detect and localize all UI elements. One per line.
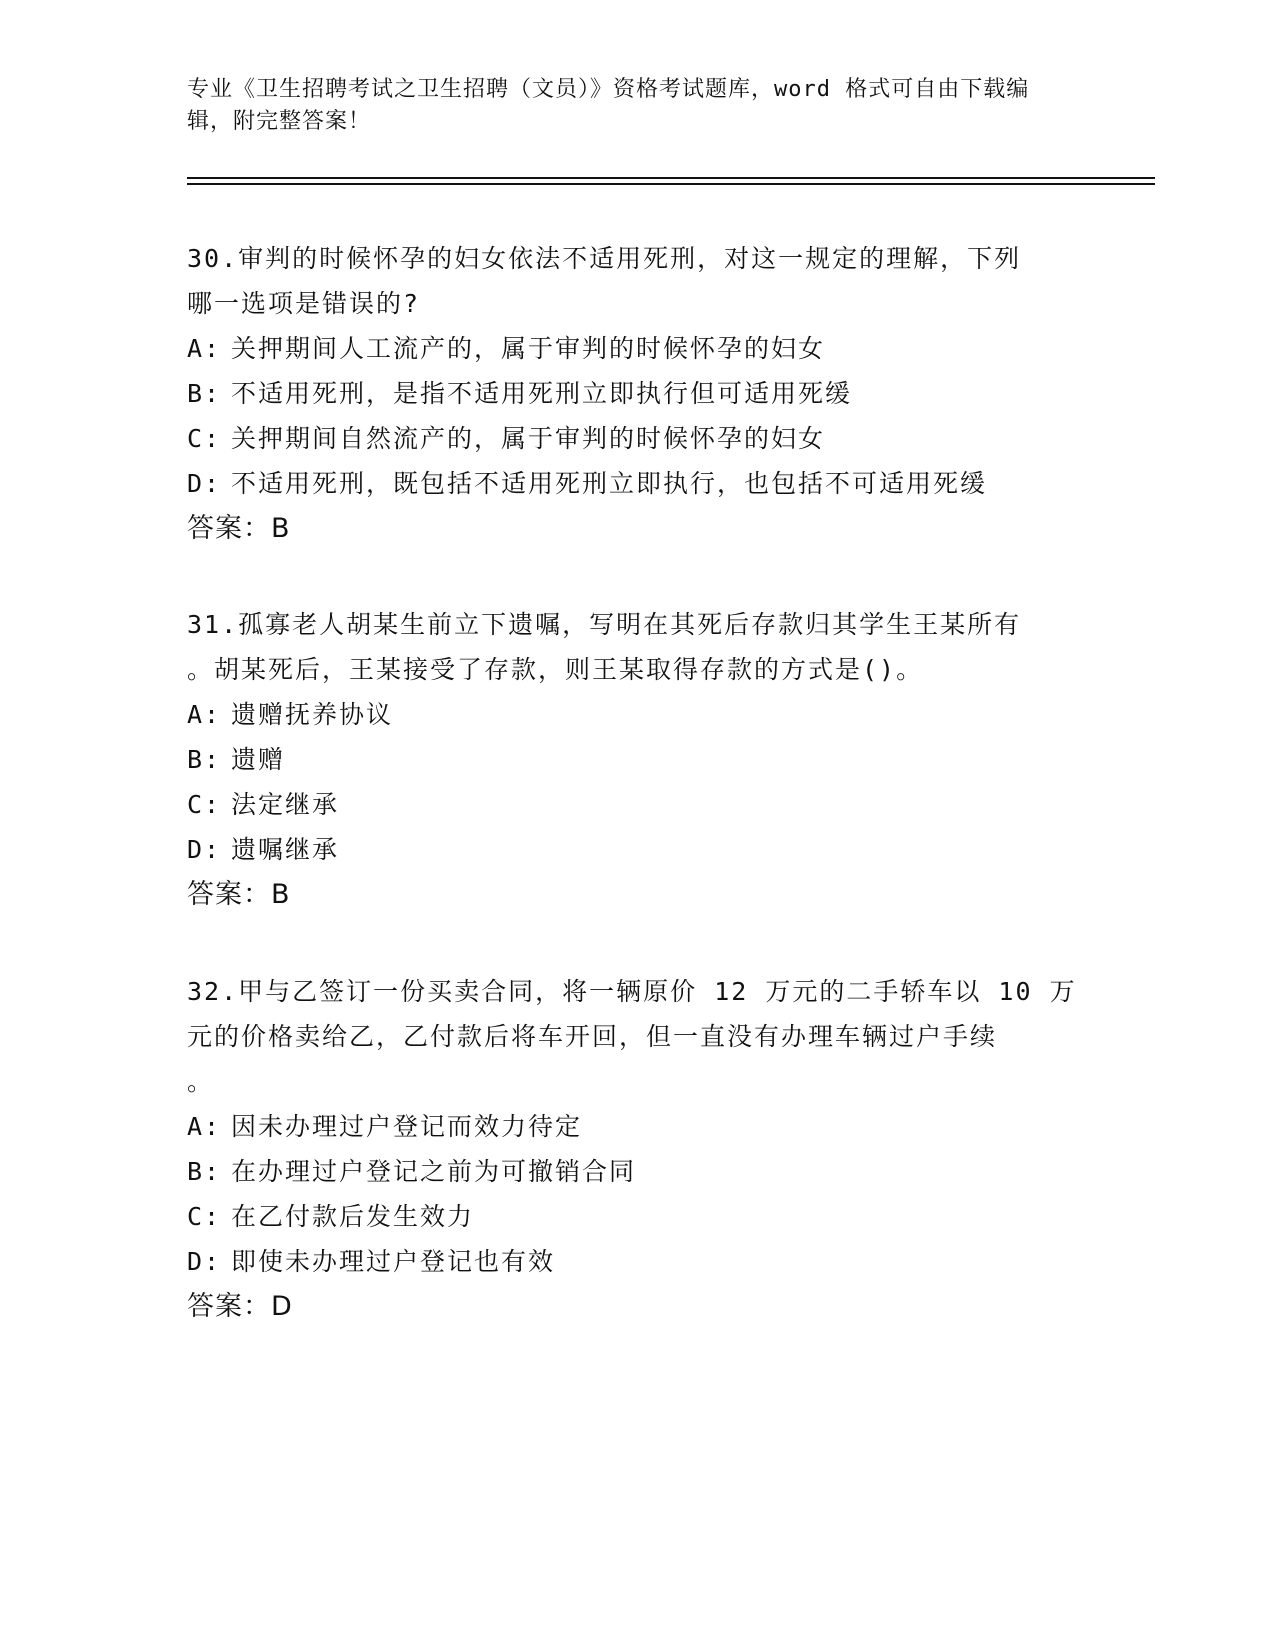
option-d [187, 1239, 1087, 1284]
answer-label: 答案：B [187, 879, 291, 910]
option-letter: B: [187, 379, 222, 408]
option-letter: A: [187, 700, 222, 729]
question-stem-line: 31.孤寡老人胡某生前立下遗嘱，写明在其死后存款归其学生王某所有 [187, 610, 1022, 639]
option-text: 关押期间人工流产的，属于审判的时候怀孕的妇女 [231, 334, 826, 363]
question-stem-line: 哪一选项是错误的? [187, 289, 421, 318]
option-letter: D: [187, 469, 222, 498]
option-text: 因未办理过户登记而效力待定 [231, 1112, 583, 1141]
option-b [187, 1149, 1087, 1194]
option-text: 法定继承 [231, 790, 340, 819]
option-d [187, 461, 1087, 506]
option-letter: C: [187, 424, 222, 453]
question-30 [187, 236, 1087, 552]
option-text: 关押期间自然流产的，属于审判的时候怀孕的妇女 [231, 424, 826, 453]
header-divider-top [187, 177, 1155, 179]
option-letter: B: [187, 745, 222, 774]
question-31 [187, 602, 1087, 918]
question-32 [187, 969, 1087, 1330]
option-text: 遗赠抚养协议 [231, 700, 394, 729]
question-stem-line: 元的价格卖给乙，乙付款后将车开回，但一直没有办理车辆过户手续 [187, 1022, 998, 1051]
option-text: 不适用死刑，是指不适用死刑立即执行但可适用死缓 [231, 379, 853, 408]
option-c [187, 782, 1087, 827]
answer-label: 答案：B [187, 513, 291, 544]
option-d [187, 827, 1087, 872]
option-letter: C: [187, 1202, 222, 1231]
option-text: 遗赠 [231, 745, 286, 774]
option-letter: A: [187, 334, 222, 363]
option-a [187, 692, 1087, 737]
option-text: 在办理过户登记之前为可撤销合同 [231, 1157, 637, 1186]
option-text: 不适用死刑，既包括不适用死刑立即执行，也包括不可适用死缓 [231, 469, 988, 498]
option-a [187, 326, 1087, 371]
question-stem-line: 32.甲与乙签订一份买卖合同，将一辆原价 12 万元的二手轿车以 10 万 [187, 977, 1077, 1006]
option-b [187, 737, 1087, 782]
option-b [187, 371, 1087, 416]
option-a [187, 1104, 1087, 1149]
question-stem-line: 30.审判的时候怀孕的妇女依法不适用死刑，对这一规定的理解，下列 [187, 244, 1022, 273]
question-stem-line: 。 [187, 1067, 215, 1096]
option-letter: C: [187, 790, 222, 819]
option-letter: B: [187, 1157, 222, 1186]
header-divider-bottom [187, 183, 1155, 185]
answer-label: 答案：D [187, 1291, 293, 1322]
document-header: 专业《卫生招聘考试之卫生招聘（文员）》资格考试题库，word 格式可自由下载编辑，附完整答案！ [187, 77, 1030, 134]
question-stem-line: 。胡某死后，王某接受了存款，则王某取得存款的方式是()。 [187, 655, 924, 684]
option-text: 即使未办理过户登记也有效 [231, 1247, 556, 1276]
option-text: 遗嘱继承 [231, 835, 340, 864]
option-c [187, 1194, 1087, 1239]
option-c [187, 416, 1087, 461]
option-letter: D: [187, 835, 222, 864]
option-letter: A: [187, 1112, 222, 1141]
option-letter: D: [187, 1247, 222, 1276]
option-text: 在乙付款后发生效力 [231, 1202, 475, 1231]
